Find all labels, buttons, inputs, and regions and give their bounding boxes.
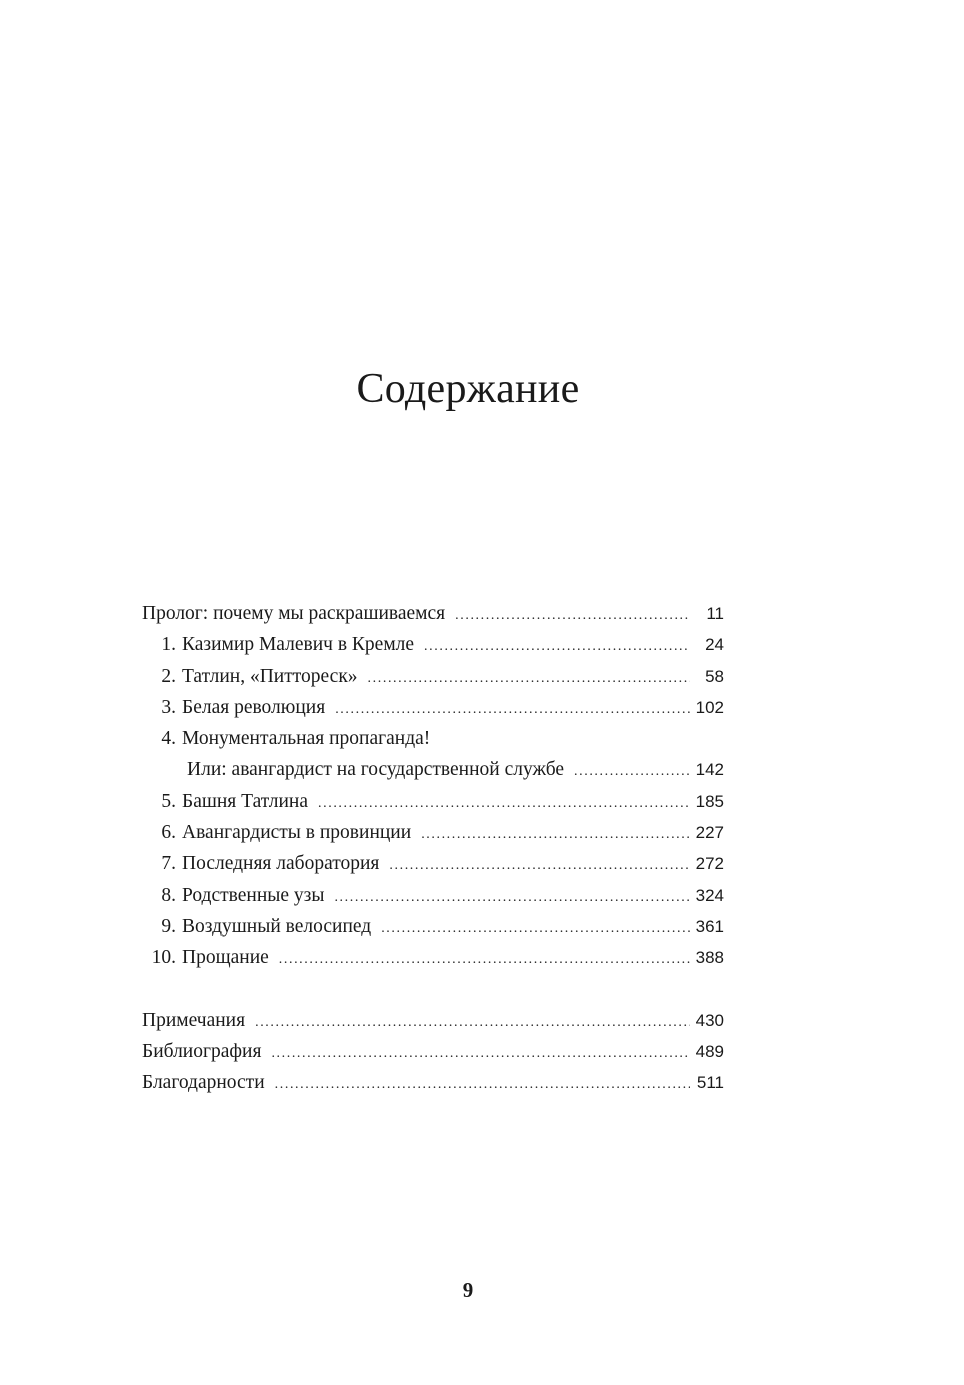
toc-page-number: 272 <box>695 854 724 874</box>
toc-entry-label: Благодарности <box>142 1072 265 1094</box>
toc-page-number: 489 <box>695 1042 724 1062</box>
toc-page-number: 102 <box>695 697 724 717</box>
toc-entry-label: Башня Татлина <box>182 790 309 812</box>
toc-entry-chapter-6 <box>142 817 724 848</box>
table-of-contents <box>142 598 724 1099</box>
toc-entry-label: Монументальная пропаганда! <box>182 728 431 750</box>
chapter-number: 9. <box>161 915 176 937</box>
dot-leader <box>334 882 690 913</box>
toc-entry-chapter-4 <box>142 723 724 754</box>
toc-entry-bibliography <box>142 1036 724 1067</box>
dot-leader <box>368 663 690 694</box>
toc-page-number: 58 <box>705 666 724 686</box>
chapter-number: 7. <box>161 853 176 875</box>
dot-leader <box>275 1069 690 1100</box>
toc-entry-label: Татлин, «Питтореск» <box>182 665 358 687</box>
chapter-number: 1. <box>161 634 176 656</box>
toc-entry-chapter-5 <box>142 786 724 817</box>
dot-leader <box>574 756 690 787</box>
dot-leader <box>279 944 690 975</box>
toc-entry-chapter-3 <box>142 692 724 723</box>
dot-leader <box>389 850 690 881</box>
toc-page-number: 24 <box>705 635 724 655</box>
dot-leader <box>421 819 690 850</box>
chapter-number: 4. <box>161 728 176 750</box>
toc-entry-chapter-4-subtitle <box>142 754 724 785</box>
toc-page-number: 11 <box>706 604 724 623</box>
toc-entry-label: Белая революция <box>182 696 326 718</box>
chapter-number: 8. <box>161 884 176 906</box>
toc-entry-acknowledgements <box>142 1067 724 1098</box>
toc-entry-chapter-10 <box>142 942 724 973</box>
toc-entry-label: Пролог: почему мы раскрашиваемся <box>142 603 446 624</box>
dot-leader <box>318 788 690 819</box>
toc-entry-chapter-2 <box>142 661 724 692</box>
dot-leader <box>455 600 690 631</box>
toc-entry-chapter-7 <box>142 848 724 879</box>
chapter-number: 3. <box>161 696 176 718</box>
toc-entry-label: Примечания <box>142 1009 246 1031</box>
dot-leader <box>255 1007 690 1038</box>
toc-entry-label: Авангардисты в провинции <box>182 822 412 844</box>
toc-page-number: 324 <box>695 885 724 905</box>
toc-entry-prologue <box>142 598 724 629</box>
toc-page-number: 388 <box>695 948 724 968</box>
toc-entry-label: Родственные узы <box>182 884 325 906</box>
toc-entry-label: Воздушный велосипед <box>182 915 372 937</box>
toc-page-number: 511 <box>696 1073 724 1093</box>
chapter-number: 5. <box>161 790 176 812</box>
toc-entry-label: Библиография <box>142 1041 262 1063</box>
page-number-footer: 9 <box>462 1278 474 1302</box>
toc-page-number: 142 <box>695 760 724 780</box>
chapter-number: 6. <box>161 822 176 844</box>
toc-entry-chapter-9 <box>142 911 724 942</box>
toc-entry-notes <box>142 1005 724 1036</box>
toc-entry-chapter-8 <box>142 880 724 911</box>
chapter-number: 2. <box>161 665 176 687</box>
toc-entry-sublabel: Или: авангардист на государственной службе <box>187 759 565 781</box>
toc-page-number: 227 <box>695 823 724 843</box>
toc-page-number: 185 <box>695 791 724 811</box>
dot-leader <box>271 1038 690 1069</box>
toc-entry-label: Казимир Малевич в Кремле <box>182 634 415 656</box>
toc-page-number: 361 <box>695 916 724 936</box>
page-title: Содержание <box>356 366 580 412</box>
dot-leader <box>424 631 690 662</box>
toc-entry-chapter-1 <box>142 629 724 660</box>
toc-entry-label: Последняя лаборатория <box>182 853 380 875</box>
dot-leader <box>381 913 690 944</box>
dot-leader <box>335 694 690 725</box>
chapter-number: 10. <box>151 947 176 969</box>
toc-entry-label: Прощание <box>182 947 269 969</box>
toc-page-number: 430 <box>695 1010 724 1030</box>
